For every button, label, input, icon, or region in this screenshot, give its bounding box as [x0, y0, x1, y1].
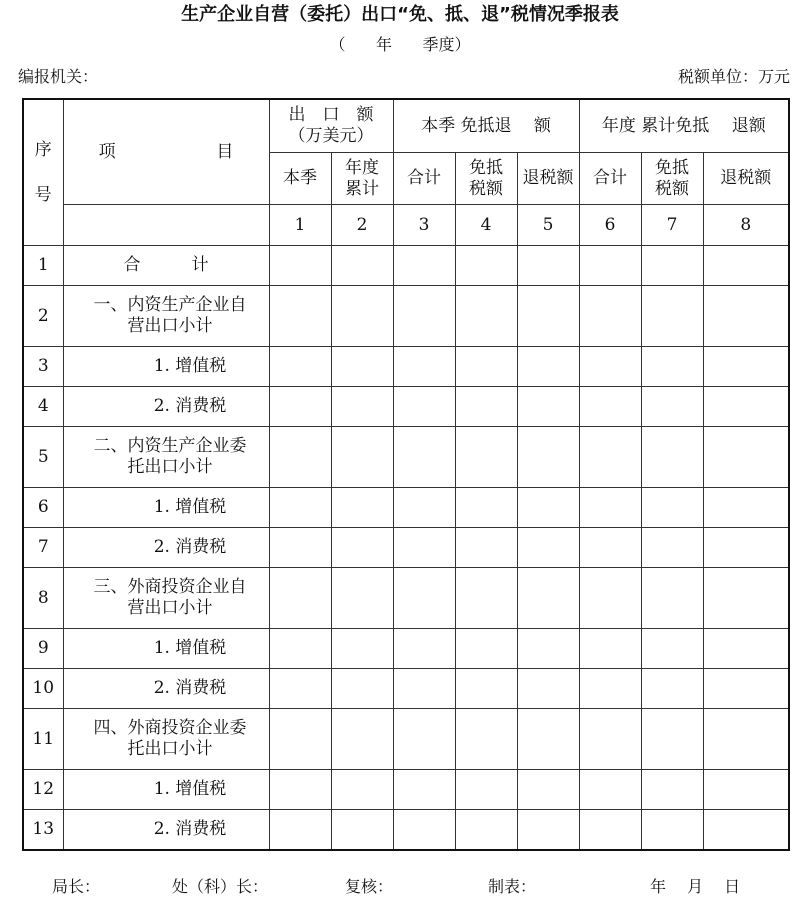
row-item — [63, 347, 269, 387]
row-item-line2: 营出口小计 — [127, 598, 213, 618]
header-quarter-total: 合计 — [393, 153, 455, 205]
column-number: 6 — [579, 205, 641, 246]
value-cell — [331, 528, 393, 568]
table-row — [23, 629, 789, 669]
value-cell — [393, 810, 455, 851]
header-quarter-group: 本季 免抵退 额 — [393, 99, 579, 153]
value-cell — [393, 246, 455, 286]
header-item — [63, 99, 269, 205]
header-quarter-refund: 退税额 — [517, 153, 579, 205]
value-cell — [269, 629, 331, 669]
value-cell — [641, 709, 703, 770]
column-number: 7 — [641, 205, 703, 246]
column-number: 2 — [331, 205, 393, 246]
value-cell — [517, 286, 579, 347]
value-cell — [455, 427, 517, 488]
value-cell — [517, 528, 579, 568]
value-cell — [641, 568, 703, 629]
value-cell — [331, 629, 393, 669]
value-cell — [331, 246, 393, 286]
value-cell — [703, 709, 789, 770]
row-item — [63, 286, 269, 347]
value-cell — [331, 347, 393, 387]
table-row — [23, 669, 789, 709]
row-item-line1: 1. 增值税 — [153, 779, 227, 799]
value-cell — [393, 286, 455, 347]
report-table — [22, 98, 790, 851]
value-cell — [579, 347, 641, 387]
value-cell — [703, 488, 789, 528]
value-cell — [269, 246, 331, 286]
table-row — [23, 427, 789, 488]
column-number: 3 — [393, 205, 455, 246]
value-cell — [269, 669, 331, 709]
value-cell — [579, 488, 641, 528]
value-cell — [455, 488, 517, 528]
table-row — [23, 286, 789, 347]
value-cell — [393, 427, 455, 488]
row-item — [63, 568, 269, 629]
value-cell — [331, 387, 393, 427]
value-cell — [269, 709, 331, 770]
header-annual-offset-line1: 免抵 — [655, 157, 690, 178]
value-cell — [455, 347, 517, 387]
row-number: 7 — [23, 528, 63, 568]
row-number: 13 — [23, 810, 63, 851]
row-item-line1: 1. 增值税 — [153, 638, 227, 658]
row-item-line1: 2. 消费税 — [153, 678, 227, 698]
section-chief-label: 处（科）长： — [172, 877, 269, 896]
value-cell — [579, 568, 641, 629]
value-cell — [393, 770, 455, 810]
report-title: 生产企业自营（委托）出口“免、抵、退”税情况季报表 — [181, 4, 619, 25]
header-annual-total: 合计 — [579, 153, 641, 205]
value-cell — [641, 488, 703, 528]
value-cell — [331, 770, 393, 810]
column-number: 4 — [455, 205, 517, 246]
header-annual-cumulative-line2: 累计 — [345, 178, 379, 199]
header-quarter-offset-line1: 免抵 — [469, 157, 503, 178]
column-number: 8 — [703, 205, 789, 246]
value-cell — [517, 709, 579, 770]
table-row — [23, 347, 789, 387]
row-item-line2: 托出口小计 — [127, 739, 213, 759]
value-cell — [331, 286, 393, 347]
column-number: 5 — [517, 205, 579, 246]
value-cell — [703, 246, 789, 286]
table-row — [23, 246, 789, 286]
header-annual-group: 年度 累计免抵 退额 — [579, 99, 789, 153]
header-annual-offset — [641, 153, 703, 205]
value-cell — [703, 770, 789, 810]
value-cell — [703, 629, 789, 669]
row-number: 2 — [23, 286, 63, 347]
header-annual-offset-line2: 税额 — [655, 178, 690, 199]
value-cell — [641, 669, 703, 709]
value-cell — [269, 488, 331, 528]
value-cell — [703, 528, 789, 568]
row-number: 1 — [23, 246, 63, 286]
row-item — [63, 387, 269, 427]
row-number: 12 — [23, 770, 63, 810]
row-number: 4 — [23, 387, 63, 427]
value-cell — [641, 629, 703, 669]
table-row — [23, 387, 789, 427]
value-cell — [703, 286, 789, 347]
value-cell — [517, 246, 579, 286]
value-cell — [455, 387, 517, 427]
header-export-amount-line1: 出 口 额 — [288, 105, 374, 125]
value-cell — [269, 286, 331, 347]
value-cell — [579, 810, 641, 851]
value-cell — [455, 629, 517, 669]
row-item — [63, 770, 269, 810]
value-cell — [393, 629, 455, 669]
value-cell — [703, 347, 789, 387]
row-item-line1: 1. 增值税 — [153, 497, 227, 517]
value-cell — [641, 810, 703, 851]
header-export-amount — [269, 99, 393, 153]
header-this-quarter: 本季 — [269, 153, 331, 205]
tax-unit-label: 税额单位：万元 — [677, 67, 790, 86]
row-item — [63, 246, 269, 286]
row-item-line1: 1. 增值税 — [153, 356, 227, 376]
value-cell — [579, 427, 641, 488]
value-cell — [517, 427, 579, 488]
value-cell — [455, 528, 517, 568]
row-item-line1: 四、外商投资企业委 — [93, 718, 247, 738]
value-cell — [641, 246, 703, 286]
row-item-line1: 一、内资生产企业自 — [93, 295, 247, 315]
column-number: 1 — [269, 205, 331, 246]
value-cell — [579, 387, 641, 427]
value-cell — [393, 347, 455, 387]
value-cell — [269, 387, 331, 427]
row-item-line2: 营出口小计 — [127, 316, 213, 336]
row-item — [63, 629, 269, 669]
row-item — [63, 709, 269, 770]
value-cell — [641, 347, 703, 387]
value-cell — [579, 629, 641, 669]
value-cell — [393, 568, 455, 629]
value-cell — [579, 669, 641, 709]
header-annual-cumulative — [331, 153, 393, 205]
value-cell — [331, 488, 393, 528]
table-row — [23, 568, 789, 629]
row-number: 3 — [23, 347, 63, 387]
value-cell — [579, 770, 641, 810]
value-cell — [641, 427, 703, 488]
value-cell — [703, 387, 789, 427]
value-cell — [269, 347, 331, 387]
value-cell — [455, 568, 517, 629]
value-cell — [703, 810, 789, 851]
value-cell — [331, 568, 393, 629]
row-item — [63, 669, 269, 709]
value-cell — [703, 568, 789, 629]
row-item — [63, 488, 269, 528]
reviewer-label: 复核： — [345, 877, 394, 896]
value-cell — [517, 488, 579, 528]
row-number: 5 — [23, 427, 63, 488]
row-number: 6 — [23, 488, 63, 528]
header-item-b: 目 — [216, 141, 234, 162]
value-cell — [517, 669, 579, 709]
table-row — [23, 810, 789, 851]
header-seq — [23, 99, 63, 246]
value-cell — [517, 387, 579, 427]
value-cell — [579, 709, 641, 770]
value-cell — [455, 770, 517, 810]
row-item-line1: 2. 消费税 — [153, 819, 227, 839]
row-number: 10 — [23, 669, 63, 709]
value-cell — [455, 669, 517, 709]
value-cell — [269, 427, 331, 488]
value-cell — [393, 669, 455, 709]
row-item — [63, 528, 269, 568]
header-quarter-offset — [455, 153, 517, 205]
value-cell — [331, 669, 393, 709]
row-item-line1: 合 计 — [123, 255, 209, 275]
value-cell — [641, 770, 703, 810]
report-body — [23, 246, 789, 851]
date-label: 年 月 日 — [650, 877, 741, 896]
value-cell — [393, 709, 455, 770]
row-number: 8 — [23, 568, 63, 629]
value-cell — [579, 246, 641, 286]
row-item-line2: 托出口小计 — [127, 457, 213, 477]
header-item-blank — [63, 205, 269, 246]
header-export-amount-line2: （万美元） — [288, 126, 374, 146]
row-number: 9 — [23, 629, 63, 669]
header-annual-refund: 退税额 — [703, 153, 789, 205]
header-seq-top: 序 — [34, 139, 52, 160]
value-cell — [269, 810, 331, 851]
header-quarter-offset-line2: 税额 — [469, 178, 503, 199]
value-cell — [517, 568, 579, 629]
value-cell — [269, 568, 331, 629]
value-cell — [269, 770, 331, 810]
value-cell — [641, 528, 703, 568]
row-number: 11 — [23, 709, 63, 770]
value-cell — [455, 810, 517, 851]
value-cell — [455, 286, 517, 347]
value-cell — [641, 286, 703, 347]
value-cell — [579, 286, 641, 347]
value-cell — [331, 709, 393, 770]
bureau-chief-label: 局长： — [52, 877, 101, 896]
header-item-a: 项 — [98, 141, 116, 162]
value-cell — [331, 427, 393, 488]
preparer-label: 制表： — [488, 877, 537, 896]
header-seq-bottom: 号 — [34, 184, 52, 205]
value-cell — [703, 427, 789, 488]
value-cell — [393, 488, 455, 528]
row-item-line1: 2. 消费税 — [153, 396, 227, 416]
row-item-line1: 二、内资生产企业委 — [93, 436, 247, 456]
value-cell — [517, 770, 579, 810]
row-item — [63, 810, 269, 851]
value-cell — [703, 669, 789, 709]
reporting-authority-label: 编报机关： — [18, 67, 99, 86]
value-cell — [517, 810, 579, 851]
report-period: （ 年 季度） — [329, 35, 471, 54]
value-cell — [517, 629, 579, 669]
row-item — [63, 427, 269, 488]
table-row — [23, 770, 789, 810]
table-row — [23, 709, 789, 770]
row-item-line1: 三、外商投资企业自 — [93, 577, 247, 597]
value-cell — [455, 709, 517, 770]
value-cell — [393, 528, 455, 568]
header-annual-cumulative-line1: 年度 — [345, 157, 379, 178]
table-row — [23, 488, 789, 528]
table-row — [23, 528, 789, 568]
value-cell — [455, 246, 517, 286]
value-cell — [393, 387, 455, 427]
value-cell — [517, 347, 579, 387]
value-cell — [579, 528, 641, 568]
value-cell — [641, 387, 703, 427]
value-cell — [269, 528, 331, 568]
row-item-line1: 2. 消费税 — [153, 537, 227, 557]
signature-footer — [0, 874, 800, 900]
value-cell — [331, 810, 393, 851]
